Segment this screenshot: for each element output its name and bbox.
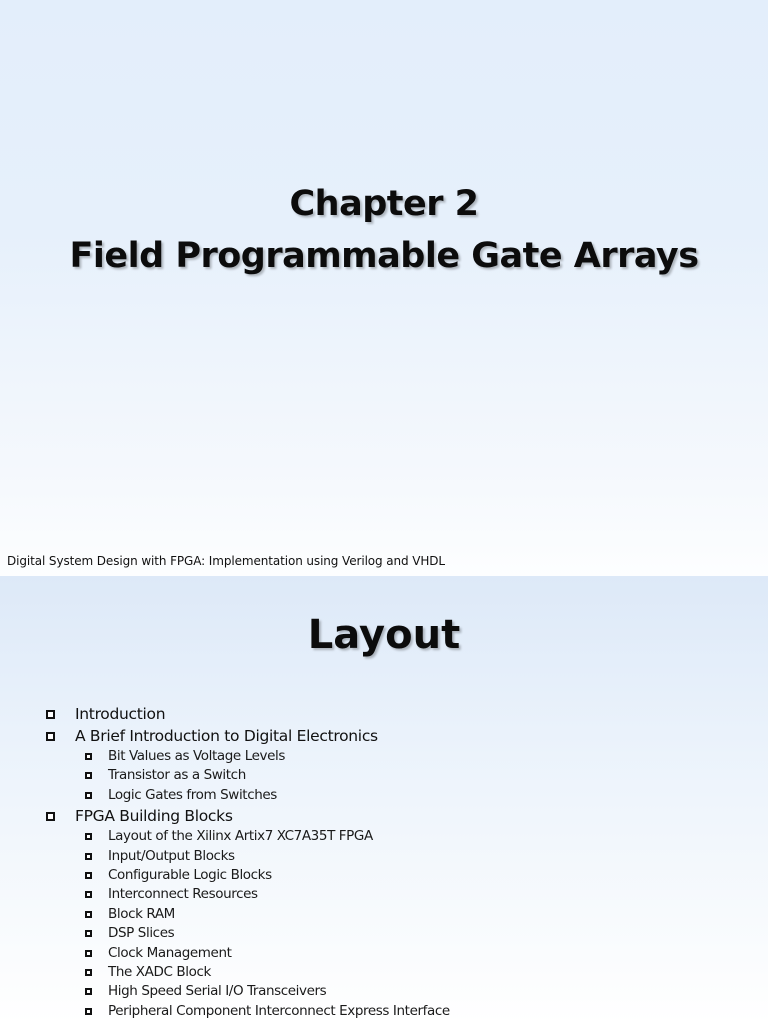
outline-item-text: The XADC Block <box>108 963 211 980</box>
square-bullet-icon <box>85 833 92 840</box>
outline-subitem <box>0 1002 768 1021</box>
outline-item-text: Layout of the Xilinx Artix7 XC7A35T FPGA <box>108 828 373 845</box>
square-bullet-icon <box>85 792 92 799</box>
outline-list <box>0 703 768 1021</box>
chapter-title <box>0 178 768 282</box>
outline-item-text: Bit Values as Voltage Levels <box>108 748 285 764</box>
square-bullet-icon <box>46 710 55 719</box>
outline-subitem <box>0 905 768 924</box>
outline-item-text: A Brief Introduction to Digital Electronics <box>75 727 378 745</box>
square-bullet-icon <box>85 853 92 860</box>
square-bullet-icon <box>85 872 92 879</box>
layout-title: Layout <box>307 612 461 658</box>
outline-subitem <box>0 982 768 1001</box>
square-bullet-icon <box>85 1008 92 1015</box>
outline-item-text: Peripheral Component Interconnect Express Interface <box>108 1002 450 1019</box>
outline-subitem <box>0 885 768 904</box>
outline-subitem <box>0 786 768 805</box>
square-bullet-icon <box>85 891 92 898</box>
outline-item <box>0 725 768 747</box>
outline-subitem <box>0 827 768 846</box>
square-bullet-icon <box>46 812 55 821</box>
square-bullet-icon <box>85 988 92 995</box>
outline-item-text: Logic Gates from Switches <box>108 786 277 803</box>
square-bullet-icon <box>85 753 92 760</box>
outline-subitem <box>0 944 768 963</box>
slide-footer: Digital System Design with FPGA: Implementation using Verilog and VHDL <box>7 554 446 568</box>
square-bullet-icon <box>85 930 92 937</box>
outline-item-text: Clock Management <box>108 944 232 961</box>
chapter-number: Chapter 2 <box>289 184 479 224</box>
square-bullet-icon <box>85 950 92 957</box>
outline-item-text: Input/Output Blocks <box>108 847 235 864</box>
outline-item-text: Interconnect Resources <box>108 886 258 903</box>
outline-item-text: Introduction <box>75 705 166 723</box>
square-bullet-icon <box>85 772 92 779</box>
outline-item <box>0 703 768 725</box>
outline-subitem <box>0 963 768 982</box>
outline-item <box>0 805 768 827</box>
chapter-name: Field Programmable Gate Arrays <box>69 236 699 276</box>
outline-item-text: Block RAM <box>108 905 175 922</box>
outline-subitem <box>0 924 768 943</box>
square-bullet-icon <box>46 732 55 741</box>
outline-item-text: FPGA Building Blocks <box>75 807 233 826</box>
outline-subitem <box>0 747 768 766</box>
outline-subitem <box>0 847 768 866</box>
outline-subitem <box>0 866 768 885</box>
outline-item-text: High Speed Serial I/O Transceivers <box>108 983 327 1000</box>
square-bullet-icon <box>85 911 92 918</box>
square-bullet-icon <box>85 969 92 976</box>
slide-layout <box>0 576 768 1024</box>
outline-subitem <box>0 766 768 785</box>
outline-item-text: Configurable Logic Blocks <box>108 866 272 883</box>
outline-item-text: DSP Slices <box>108 925 175 942</box>
outline-item-text: Transistor as a Switch <box>108 767 246 784</box>
